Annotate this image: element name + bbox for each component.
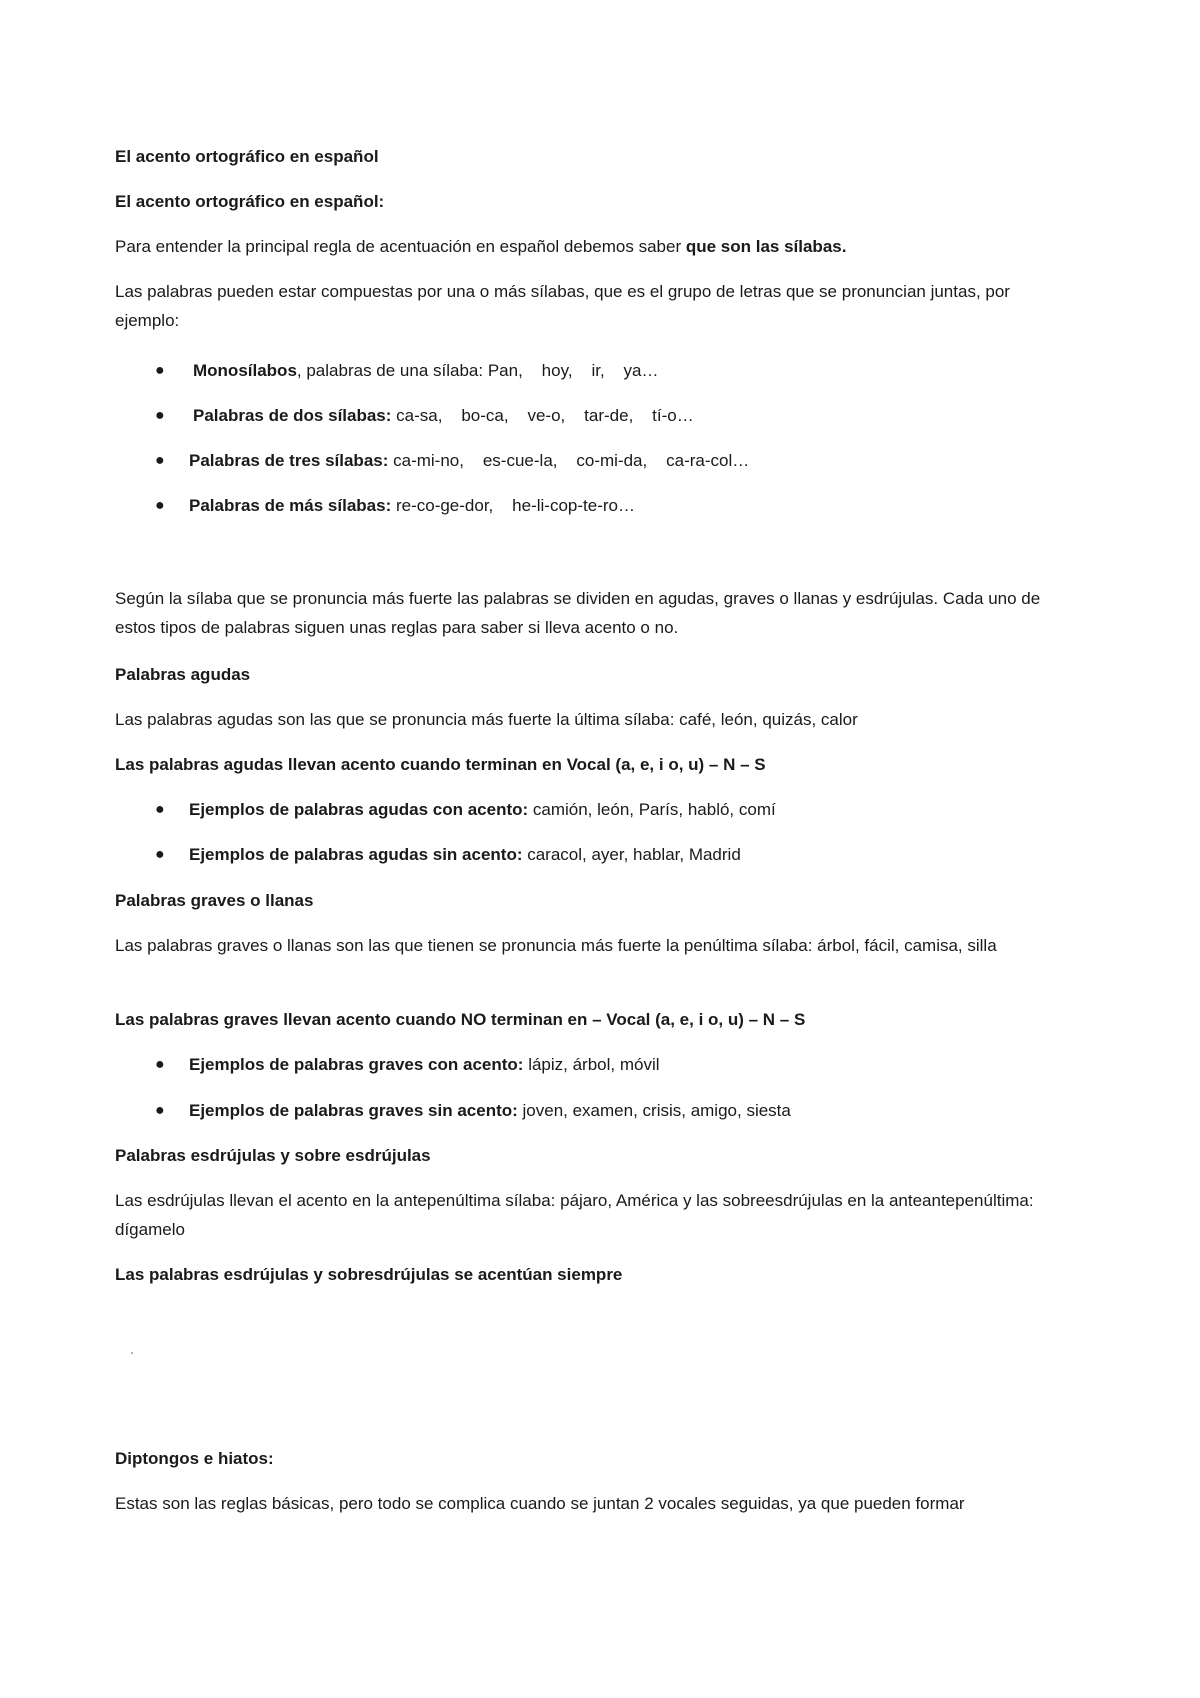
intro-bold: que son las sílabas. [685, 237, 847, 256]
bullet-icon: ● [155, 407, 165, 424]
list-item-bold: Ejemplos de palabras agudas sin acento: [189, 845, 523, 864]
bullet-icon: ● [155, 497, 165, 514]
classification-paragraph: Según la sílaba que se pronuncia más fuerte las palabras se dividen en agudas, graves o llanas y esdrújulas. Cada uno de estos tipos de palabras siguen unas reglas para saber si lleva acento o no. [115, 589, 1041, 637]
graves-definition: Las palabras graves o llanas son las que tienen se pronuncia más fuerte la penúltima sílaba: árbol, fácil, camisa, silla [115, 936, 997, 955]
list-item-bold: Ejemplos de palabras graves con acento: [189, 1055, 524, 1074]
esdrujulas-heading: Palabras esdrújulas y sobre esdrújulas [115, 1146, 431, 1165]
esdrujulas-rule: Las palabras esdrújulas y sobresdrújulas se acentúan siempre [115, 1265, 623, 1284]
diptongos-heading: Diptongos e hiatos: [115, 1449, 274, 1468]
agudas-heading: Palabras agudas [115, 665, 251, 684]
list-item-bold: Palabras de tres sílabas: [189, 451, 389, 470]
intro-text: Para entender la principal regla de acentuación en español debemos saber [115, 237, 686, 256]
bullet-icon: ● [155, 801, 165, 818]
bullet-icon: ● [155, 1102, 165, 1119]
esdrujulas-definition: Las esdrújulas llevan el acento en la antepenúltima sílaba: pájaro, América y las sobreesdrújulas en la anteantepenúltima: dígamelo [115, 1191, 1034, 1239]
list-item-text: camión, león, París, habló, comí [528, 800, 776, 819]
syllables-paragraph: Las palabras pueden estar compuestas por una o más sílabas, que es el grupo de letras que se pronuncian juntas, por ejemplo: [115, 282, 1010, 330]
diptongos-text: Estas son las reglas básicas, pero todo se complica cuando se juntan 2 vocales seguidas, ya que pueden formar [115, 1494, 965, 1513]
document-title: El acento ortográfico en español [115, 147, 379, 166]
intro-paragraph [115, 232, 1075, 261]
bullet-icon: ● [155, 362, 165, 379]
section-heading: El acento ortográfico en español: [115, 192, 385, 211]
stray-mark [131, 1352, 133, 1354]
list-item-bold: Palabras de dos sílabas: [193, 406, 392, 425]
graves-rule: Las palabras graves llevan acento cuando NO terminan en – Vocal (a, e, i o, u) – N – S [115, 1010, 806, 1029]
bullet-icon: ● [155, 1056, 165, 1073]
list-item-bold: Monosílabos [193, 361, 297, 380]
list-item-text: ca-sa, bo-ca, ve-o, tar-de, tí-o… [391, 406, 694, 425]
agudas-rule: Las palabras agudas llevan acento cuando terminan en Vocal (a, e, i o, u) – N – S [115, 755, 766, 774]
list-item-bold: Palabras de más sílabas: [189, 496, 392, 515]
agudas-definition: Las palabras agudas son las que se pronuncia más fuerte la última sílaba: café, león, quizás, calor [115, 710, 858, 729]
list-item-bold: Ejemplos de palabras graves sin acento: [189, 1101, 518, 1120]
list-item-text: , palabras de una sílaba: Pan, hoy, ir, ya… [296, 361, 659, 380]
list-item-bold: Ejemplos de palabras agudas con acento: [189, 800, 529, 819]
list-item-text: caracol, ayer, hablar, Madrid [522, 845, 741, 864]
graves-heading: Palabras graves o llanas [115, 891, 314, 910]
bullet-icon: ● [155, 846, 165, 863]
list-item-text: re-co-ge-dor, he-li-cop-te-ro… [391, 496, 635, 515]
bullet-icon: ● [155, 452, 165, 469]
list-item-text: joven, examen, crisis, amigo, siesta [517, 1101, 791, 1120]
list-item-text: lápiz, árbol, móvil [523, 1055, 660, 1074]
list-item-text: ca-mi-no, es-cue-la, co-mi-da, ca-ra-col… [388, 451, 750, 470]
